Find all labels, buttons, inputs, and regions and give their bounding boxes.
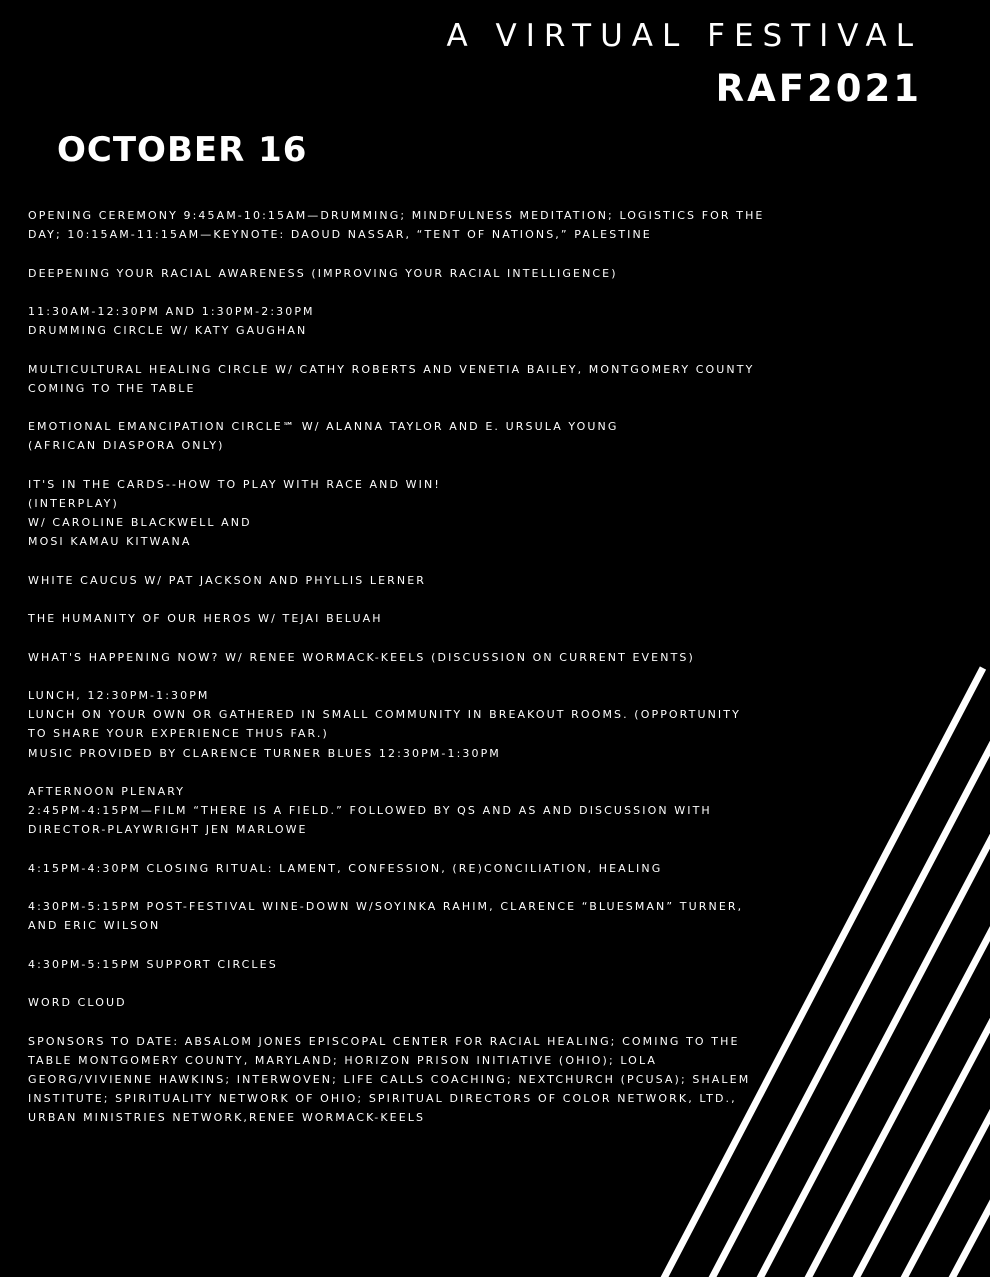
- agenda-item-line: MUSIC PROVIDED BY CLARENCE TURNER BLUES 12:30PM-1:30PM: [28, 746, 501, 760]
- agenda-item: [28, 302, 768, 340]
- agenda-item-line: 11:30AM-12:30PM AND 1:30PM-2:30PM: [28, 304, 315, 318]
- agenda-item: [28, 993, 768, 1012]
- agenda-item: [28, 859, 768, 878]
- agenda-item-line: W/ CAROLINE BLACKWELL AND: [28, 516, 252, 530]
- agenda-item-line: 4:15PM-4:30PM CLOSING RITUAL: LAMENT, CONFESSION, (RE)CONCILIATION, HEALING: [28, 861, 663, 875]
- agenda-item: [28, 417, 768, 455]
- agenda-item: [28, 264, 768, 283]
- agenda-item: [28, 648, 768, 667]
- agenda-item: [28, 360, 768, 398]
- agenda-item: [28, 782, 768, 840]
- agenda-item-line: INSTITUTE; SPIRITUALITY NETWORK OF OHIO; SPIRITUAL DIRECTORS OF COLOR NETWORK, LTD.,: [28, 1092, 737, 1106]
- festival-eyebrow: A VIRTUAL FESTIVAL: [446, 18, 922, 54]
- agenda-item-line: DAY; 10:15AM-11:15AM—KEYNOTE: DAOUD NASSAR, “TENT OF NATIONS,” PALESTINE: [28, 228, 652, 242]
- agenda-item-line: LUNCH, 12:30PM-1:30PM: [28, 688, 210, 702]
- agenda-item-line: SPONSORS TO DATE: ABSALOM JONES EPISCOPAL CENTER FOR RACIAL HEALING; COMING TO THE: [28, 1034, 740, 1048]
- agenda-item-line: TABLE MONTGOMERY COUNTY, MARYLAND; HORIZON PRISON INITIATIVE (OHIO); LOLA: [28, 1053, 658, 1067]
- agenda-item-line: WORD CLOUD: [28, 996, 127, 1010]
- agenda-item: [28, 955, 768, 974]
- agenda-item-line: DIRECTOR-PLAYWRIGHT JEN MARLOWE: [28, 823, 308, 837]
- agenda-item-line: AFTERNOON PLENARY: [28, 784, 186, 798]
- agenda-item-line: AND ERIC WILSON: [28, 919, 161, 933]
- diagonal-stripe: [951, 680, 990, 1280]
- agenda-item: [28, 571, 768, 590]
- agenda-item-line: TO SHARE YOUR EXPERIENCE THUS FAR.): [28, 727, 329, 741]
- agenda-item-line: IT'S IN THE CARDS--HOW TO PLAY WITH RACE AND WIN!: [28, 477, 441, 491]
- agenda-item: [28, 609, 768, 628]
- agenda-item-line: 4:30PM-5:15PM SUPPORT CIRCLES: [28, 957, 278, 971]
- agenda-item: [28, 206, 768, 244]
- agenda-item-line: DRUMMING CIRCLE W/ KATY GAUGHAN: [28, 324, 308, 338]
- agenda-list: [28, 206, 768, 1147]
- agenda-item-line: MOSI KAMAU KITWANA: [28, 535, 192, 549]
- agenda-item: [28, 1032, 768, 1128]
- agenda-item-line: MULTICULTURAL HEALING CIRCLE W/ CATHY ROBERTS AND VENETIA BAILEY, MONTGOMERY COUNTY: [28, 362, 755, 376]
- date-heading: OCTOBER 16: [57, 130, 308, 170]
- agenda-item-line: LUNCH ON YOUR OWN OR GATHERED IN SMALL COMMUNITY IN BREAKOUT ROOMS. (OPPORTUNITY: [28, 708, 741, 722]
- agenda-item-line: WHITE CAUCUS W/ PAT JACKSON AND PHYLLIS LERNER: [28, 573, 427, 587]
- agenda-item-line: 4:30PM-5:15PM POST-FESTIVAL WINE-DOWN W/SOYINKA RAHIM, CLARENCE “BLUESMAN” TURNER,: [28, 900, 744, 914]
- agenda-item: [28, 686, 768, 763]
- agenda-item-line: WHAT'S HAPPENING NOW? W/ RENEE WORMACK-KEELS (DISCUSSION ON CURRENT EVENTS): [28, 650, 695, 664]
- agenda-item-line: DEEPENING YOUR RACIAL AWARENESS (IMPROVING YOUR RACIAL INTELLIGENCE): [28, 266, 618, 280]
- agenda-item-line: 2:45PM-4:15PM—FILM “THERE IS A FIELD.” FOLLOWED BY QS AND AS AND DISCUSSION WITH: [28, 804, 712, 818]
- agenda-item: [28, 475, 768, 552]
- agenda-item-line: GEORG/VIVIENNE HAWKINS; INTERWOVEN; LIFE CALLS COACHING; NEXTCHURCH (PCUSA); SHALEM: [28, 1072, 751, 1086]
- agenda-item-line: THE HUMANITY OF OUR HEROS W/ TEJAI BELUAH: [28, 612, 383, 626]
- festival-brand-title: RAF2021: [715, 67, 922, 110]
- agenda-item: [28, 897, 768, 935]
- agenda-item-line: COMING TO THE TABLE: [28, 381, 196, 395]
- diagonal-stripe: [807, 674, 990, 1280]
- agenda-item-line: (INTERPLAY): [28, 496, 119, 510]
- agenda-item-line: (AFRICAN DIASPORA ONLY): [28, 439, 225, 453]
- agenda-item-line: URBAN MINISTRIES NETWORK,RENEE WORMACK-KEELS: [28, 1111, 426, 1125]
- agenda-item-line: OPENING CEREMONY 9:45AM-10:15AM—DRUMMING; MINDFULNESS MEDITATION; LOGISTICS FOR THE: [28, 209, 765, 222]
- agenda-item-line: EMOTIONAL EMANCIPATION CIRCLE℠ W/ ALANNA TAYLOR AND E. URSULA YOUNG: [28, 420, 619, 434]
